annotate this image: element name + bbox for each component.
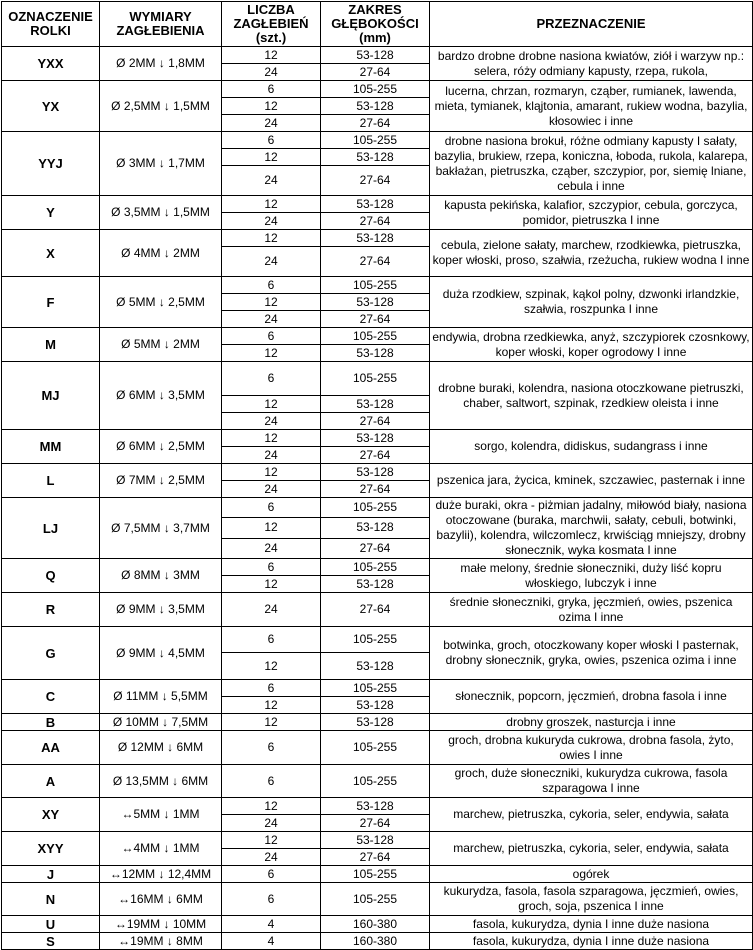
roller-depth-range: 27-64 — [321, 538, 430, 558]
roller-dimensions: Ø 6MM ↓ 2,5MM — [100, 430, 222, 464]
table-row — [2, 933, 753, 950]
roller-count: 12 — [222, 430, 321, 447]
roller-purpose: bardzo drobne drobne nasiona kwiatów, ziół i warzyw np.: selera, róży odmiany kapusty, rzepa, rukola, — [430, 47, 753, 81]
header-dimensions: WYMIARY ZAGŁEBIENIA — [100, 2, 222, 47]
roller-depth-range: 105-255 — [321, 883, 430, 916]
seed-roller-table — [1, 1, 753, 950]
roller-code: A — [2, 765, 100, 798]
roller-count: 6 — [222, 627, 321, 653]
roller-dimensions: ↔19MM ↓ 10MM — [100, 916, 222, 933]
roller-count: 12 — [222, 653, 321, 680]
roller-depth-range: 27-64 — [321, 849, 430, 866]
table-row — [2, 328, 753, 345]
roller-count: 12 — [222, 98, 321, 115]
roller-code: C — [2, 680, 100, 714]
roller-purpose: cebula, zielone sałaty, marchew, rzodkiewka, pietruszka, koper włoski, proso, szałwia, rzeżucha, rukiew wodna I inne — [430, 230, 753, 277]
header-depth-range: ZAKRES GŁĘBOKOŚCI (mm) — [321, 2, 430, 47]
roller-purpose: ogórek — [430, 866, 753, 883]
table-row — [2, 430, 753, 447]
roller-dimensions: Ø 11MM ↓ 5,5MM — [100, 680, 222, 714]
roller-depth-range: 53-128 — [321, 396, 430, 413]
roller-dimensions: Ø 3MM ↓ 1,7MM — [100, 132, 222, 196]
roller-dimensions: Ø 8MM ↓ 3MM — [100, 559, 222, 593]
table-row — [2, 47, 753, 64]
roller-depth-range: 27-64 — [321, 166, 430, 196]
roller-dimensions: Ø 9MM ↓ 4,5MM — [100, 627, 222, 680]
roller-count: 12 — [222, 47, 321, 64]
roller-purpose: słonecznik, popcorn, jęczmień, drobna fasola i inne — [430, 680, 753, 714]
roller-depth-range: 105-255 — [321, 559, 430, 576]
roller-count: 6 — [222, 277, 321, 294]
roller-count: 12 — [222, 576, 321, 593]
roller-purpose: kapusta pekińska, kalafior, szczypior, cebula, gorczyca, pomidor, pietruszka I inne — [430, 196, 753, 230]
roller-count: 12 — [222, 518, 321, 538]
header-count: LICZBA ZAGŁEBIEŃ (szt.) — [222, 2, 321, 47]
roller-depth-range: 53-128 — [321, 576, 430, 593]
roller-depth-range: 27-64 — [321, 815, 430, 832]
roller-count: 24 — [222, 849, 321, 866]
table-row — [2, 230, 753, 247]
roller-depth-range: 105-255 — [321, 362, 430, 396]
roller-purpose: małe melony, średnie słoneczniki, duży liść kopru włoskiego, lubczyk i inne — [430, 559, 753, 593]
roller-dimensions: ↔4MM ↓ 1MM — [100, 832, 222, 866]
roller-depth-range: 53-128 — [321, 464, 430, 481]
roller-code: G — [2, 627, 100, 680]
roller-dimensions: Ø 12MM ↓ 6MM — [100, 731, 222, 765]
roller-dimensions: Ø 4MM ↓ 2MM — [100, 230, 222, 277]
roller-depth-range: 53-128 — [321, 430, 430, 447]
roller-depth-range: 160-380 — [321, 933, 430, 950]
roller-depth-range: 27-64 — [321, 481, 430, 498]
table-row — [2, 498, 753, 518]
roller-count: 24 — [222, 247, 321, 277]
header-row — [2, 2, 753, 47]
roller-depth-range: 105-255 — [321, 731, 430, 765]
roller-depth-range: 27-64 — [321, 64, 430, 81]
roller-dimensions: Ø 5MM ↓ 2MM — [100, 328, 222, 362]
roller-count: 24 — [222, 481, 321, 498]
table-row — [2, 627, 753, 653]
roller-depth-range: 105-255 — [321, 627, 430, 653]
roller-code: L — [2, 464, 100, 498]
roller-code: YXX — [2, 47, 100, 81]
table-row — [2, 362, 753, 396]
table-row — [2, 196, 753, 213]
roller-code: F — [2, 277, 100, 328]
roller-depth-range: 105-255 — [321, 680, 430, 697]
roller-dimensions: Ø 7,5MM ↓ 3,7MM — [100, 498, 222, 559]
roller-depth-range: 53-128 — [321, 98, 430, 115]
roller-count: 12 — [222, 149, 321, 166]
roller-depth-range: 53-128 — [321, 697, 430, 714]
roller-depth-range: 105-255 — [321, 81, 430, 98]
roller-count: 24 — [222, 413, 321, 430]
roller-count: 24 — [222, 213, 321, 230]
roller-dimensions: Ø 9MM ↓ 3,5MM — [100, 593, 222, 627]
table-row — [2, 866, 753, 883]
roller-depth-range: 53-128 — [321, 294, 430, 311]
roller-purpose: kukurydza, fasola, fasola szparagowa, jęczmień, owies, groch, soja, pszenica I inne — [430, 883, 753, 916]
roller-count: 24 — [222, 311, 321, 328]
roller-count: 24 — [222, 447, 321, 464]
roller-depth-range: 53-128 — [321, 47, 430, 64]
roller-purpose: lucerna, chrzan, rozmaryn, cząber, rumianek, lawenda, mieta, tymianek, kląjtonia, amarant, rukiew wodna, bazylia, kłosowiec i inne — [430, 81, 753, 132]
roller-count: 6 — [222, 498, 321, 518]
roller-code: S — [2, 933, 100, 950]
roller-depth-range: 53-128 — [321, 798, 430, 815]
roller-purpose: drobny groszek, nasturcja i inne — [430, 714, 753, 731]
roller-dimensions: ↔12MM ↓ 12,4MM — [100, 866, 222, 883]
roller-depth-range: 105-255 — [321, 277, 430, 294]
roller-code: J — [2, 866, 100, 883]
header-purpose: PRZEZNACZENIE — [430, 2, 753, 47]
roller-purpose: groch, drobna kukuryda cukrowa, drobna fasola, żyto, owies I inne — [430, 731, 753, 765]
table-row — [2, 714, 753, 731]
roller-code: YX — [2, 81, 100, 132]
table-row — [2, 765, 753, 798]
roller-count: 12 — [222, 697, 321, 714]
roller-count: 6 — [222, 132, 321, 149]
roller-depth-range: 105-255 — [321, 498, 430, 518]
roller-count: 12 — [222, 714, 321, 731]
roller-purpose: pszenica jara, życica, kminek, szczawiec, pasternak i inne — [430, 464, 753, 498]
roller-count: 6 — [222, 765, 321, 798]
roller-code: Q — [2, 559, 100, 593]
roller-purpose: endywia, drobna rzedkiewka, anyż, szczypiorek czosnkowy, koper włoski, koper ogrodowy I inne — [430, 328, 753, 362]
roller-depth-range: 53-128 — [321, 653, 430, 680]
roller-count: 24 — [222, 64, 321, 81]
roller-count: 12 — [222, 345, 321, 362]
roller-dimensions: Ø 3,5MM ↓ 1,5MM — [100, 196, 222, 230]
roller-purpose: marchew, pietruszka, cykoria, seler, endywia, sałata — [430, 832, 753, 866]
table-row — [2, 916, 753, 933]
roller-count: 6 — [222, 559, 321, 576]
roller-dimensions: Ø 5MM ↓ 2,5MM — [100, 277, 222, 328]
roller-depth-range: 53-128 — [321, 196, 430, 213]
roller-depth-range: 160-380 — [321, 916, 430, 933]
roller-purpose: groch, duże słoneczniki, kukurydza cukrowa, fasola szparagowa I inne — [430, 765, 753, 798]
roller-purpose: drobne nasiona brokuł, różne odmiany kapusty I sałaty, bazylia, brukiew, rzepa, koniczna, łoboda, rukola, kalarepa, bakłażan, pietruszka, cząber, szczypior, por, siemię lniane, cebula i inne — [430, 132, 753, 196]
roller-purpose: fasola, kukurydza, dynia I inne duże nasiona — [430, 933, 753, 950]
roller-purpose: duża rzodkiew, szpinak, kąkol polny, dzwonki irlandzkie, szałwia, roszpunka I inne — [430, 277, 753, 328]
roller-dimensions: Ø 7MM ↓ 2,5MM — [100, 464, 222, 498]
roller-count: 24 — [222, 166, 321, 196]
roller-code: B — [2, 714, 100, 731]
roller-count: 4 — [222, 933, 321, 950]
roller-dimensions: Ø 2,5MM ↓ 1,5MM — [100, 81, 222, 132]
roller-code: XY — [2, 798, 100, 832]
table-row — [2, 81, 753, 98]
table-row — [2, 832, 753, 849]
roller-depth-range: 105-255 — [321, 866, 430, 883]
roller-count: 6 — [222, 883, 321, 916]
table-body — [2, 47, 753, 950]
roller-count: 12 — [222, 464, 321, 481]
roller-count: 12 — [222, 294, 321, 311]
roller-count: 6 — [222, 81, 321, 98]
roller-count: 6 — [222, 362, 321, 396]
roller-count: 24 — [222, 815, 321, 832]
roller-code: X — [2, 230, 100, 277]
roller-depth-range: 27-64 — [321, 593, 430, 627]
roller-count: 12 — [222, 396, 321, 413]
roller-depth-range: 53-128 — [321, 714, 430, 731]
roller-depth-range: 53-128 — [321, 149, 430, 166]
roller-code: YYJ — [2, 132, 100, 196]
roller-code: XYY — [2, 832, 100, 866]
roller-purpose: drobne buraki, kolendra, nasiona otoczkowane pietruszki, chaber, saltwort, szpinak, rzedkiew oleista i inne — [430, 362, 753, 430]
roller-depth-range: 53-128 — [321, 518, 430, 538]
roller-purpose: sorgo, kolendra, didiskus, sudangrass i inne — [430, 430, 753, 464]
roller-dimensions: Ø 6MM ↓ 3,5MM — [100, 362, 222, 430]
roller-count: 12 — [222, 196, 321, 213]
roller-count: 6 — [222, 680, 321, 697]
roller-depth-range: 27-64 — [321, 413, 430, 430]
roller-dimensions: Ø 10MM ↓ 7,5MM — [100, 714, 222, 731]
roller-count: 6 — [222, 328, 321, 345]
roller-count: 4 — [222, 916, 321, 933]
table-row — [2, 731, 753, 765]
table-row — [2, 883, 753, 916]
roller-count: 12 — [222, 798, 321, 815]
roller-depth-range: 53-128 — [321, 230, 430, 247]
roller-count: 6 — [222, 866, 321, 883]
roller-purpose: botwinka, groch, otoczkowany koper włoski I pasternak, drobny słonecznik, gryka, owies, pszenica ozima i inne — [430, 627, 753, 680]
roller-code: Y — [2, 196, 100, 230]
roller-dimensions: Ø 13,5MM ↓ 6MM — [100, 765, 222, 798]
roller-count: 12 — [222, 832, 321, 849]
roller-purpose: fasola, kukurydza, dynia I inne duże nasiona — [430, 916, 753, 933]
roller-count: 24 — [222, 115, 321, 132]
table-row — [2, 559, 753, 576]
roller-code: M — [2, 328, 100, 362]
roller-count: 24 — [222, 538, 321, 558]
roller-depth-range: 53-128 — [321, 832, 430, 849]
roller-depth-range: 105-255 — [321, 765, 430, 798]
header-code: OZNACZENIE ROLKI — [2, 2, 100, 47]
roller-code: MM — [2, 430, 100, 464]
roller-count: 12 — [222, 230, 321, 247]
roller-count: 6 — [222, 731, 321, 765]
roller-purpose: duże buraki, okra - piżmian jadalny, miłowód biały, nasiona otoczowane (buraka, marchwii, sałaty, cebuli, botwinki, bazylii), kolendra, wilczomlecz, krwiściąg mniejszy, drobny słonecznik, wyka kosmata I inne — [430, 498, 753, 559]
roller-dimensions: Ø 2MM ↓ 1,8MM — [100, 47, 222, 81]
roller-depth-range: 27-64 — [321, 311, 430, 328]
roller-code: N — [2, 883, 100, 916]
roller-depth-range: 105-255 — [321, 132, 430, 149]
table-row — [2, 132, 753, 149]
roller-depth-range: 27-64 — [321, 247, 430, 277]
roller-purpose: średnie słoneczniki, gryka, jęczmień, owies, pszenica ozima I inne — [430, 593, 753, 627]
roller-dimensions: ↔16MM ↓ 6MM — [100, 883, 222, 916]
roller-depth-range: 27-64 — [321, 115, 430, 132]
roller-depth-range: 105-255 — [321, 328, 430, 345]
roller-purpose: marchew, pietruszka, cykoria, seler, endywia, sałata — [430, 798, 753, 832]
roller-code: AA — [2, 731, 100, 765]
table-row — [2, 593, 753, 627]
roller-count: 24 — [222, 593, 321, 627]
roller-depth-range: 27-64 — [321, 447, 430, 464]
roller-code: MJ — [2, 362, 100, 430]
roller-code: U — [2, 916, 100, 933]
roller-depth-range: 27-64 — [321, 213, 430, 230]
table-row — [2, 464, 753, 481]
table-row — [2, 277, 753, 294]
roller-code: LJ — [2, 498, 100, 559]
roller-code: R — [2, 593, 100, 627]
table-row — [2, 680, 753, 697]
roller-dimensions: ↔5MM ↓ 1MM — [100, 798, 222, 832]
table-row — [2, 798, 753, 815]
roller-dimensions: ↔19MM ↓ 8MM — [100, 933, 222, 950]
roller-depth-range: 53-128 — [321, 345, 430, 362]
